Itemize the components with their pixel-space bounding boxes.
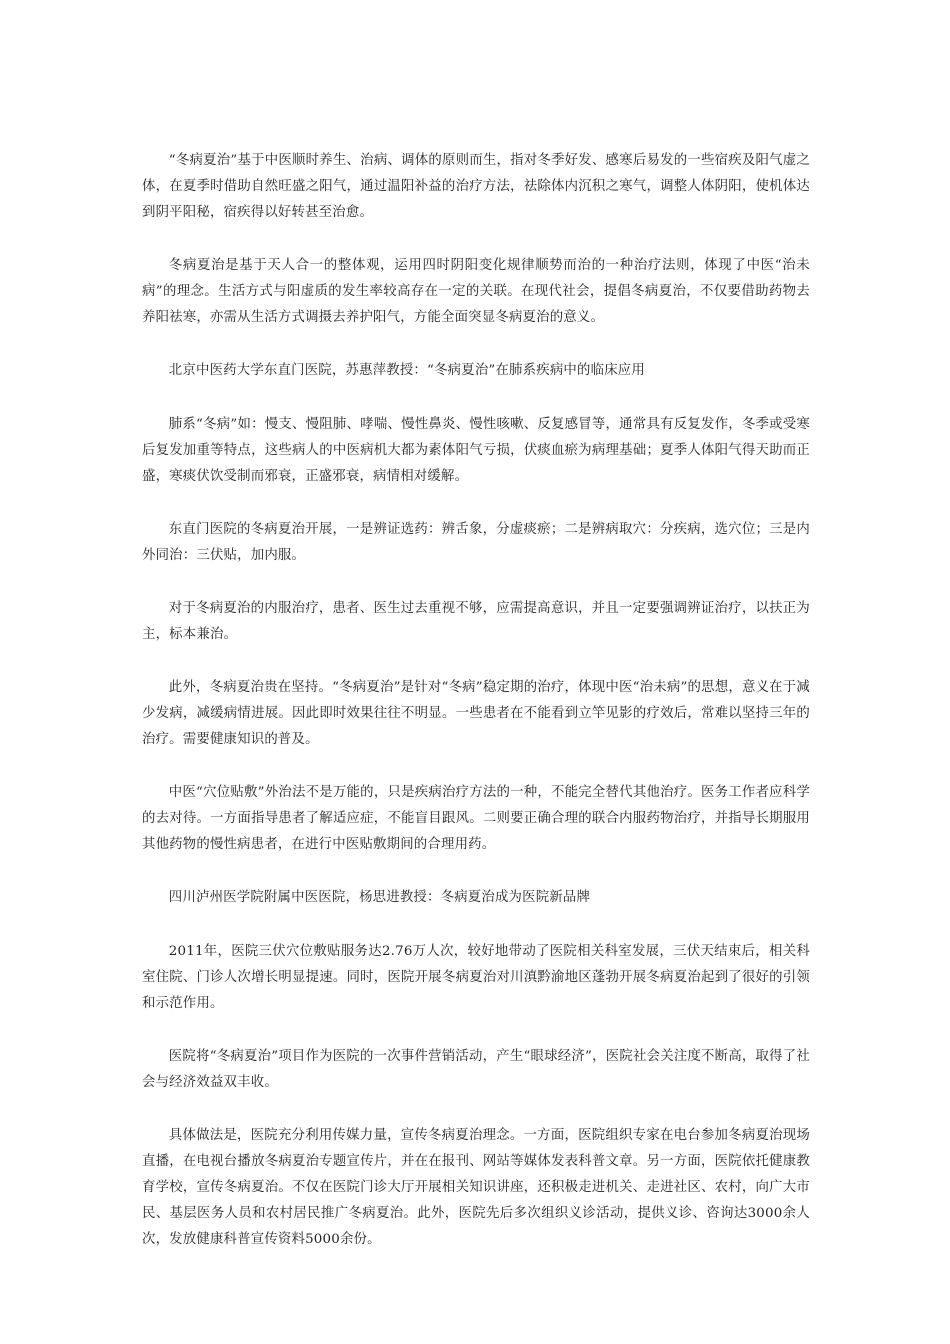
paragraph-event-marketing: 医院将“冬病夏治”项目作为医院的一次事件营销活动，产生“眼球经济”，医院社会关注度不断高，取得了社会与经济效益双丰收。 xyxy=(142,1049,810,1090)
paragraph-intro: “冬病夏治”基于中医顺时养生、治病、调体的原则而生，指对冬季好发、感寒后易发的一些宿疾及阳气虚之体，在夏季时借助自然旺盛之阳气，通过温阳补益的治疗方法，祛除体内沉积之寒气，调整人体阴阳，使机体达到阴平阳秘，宿疾得以好转甚至治愈。 xyxy=(142,153,810,220)
paragraph-2011-results: 2011年，医院三伏穴位敷贴服务达2.76万人次，较好地带动了医院相关科室发展，三伏天结束后，相关科室住院、门诊人次增长明显提速。同时，医院开展冬病夏治对川滇黔渝地区蓬勃开展冬病夏治起到了很好的引领和示范作用。 xyxy=(142,944,810,1011)
section-heading-beijing: 北京中医药大学东直门医院，苏惠萍教授：“冬病夏治”在肺系疾病中的临床应用 xyxy=(168,363,645,378)
paragraph-dongzhimen-approach: 东直门医院的冬病夏治开展，一是辨证选药：辨舌象，分虚痰瘀；二是辨病取穴：分疾病，选穴位；三是内外同治：三伏贴，加内服。 xyxy=(142,522,810,563)
paragraph-specific-methods: 具体做法是，医院充分利用传媒力量，宣传冬病夏治理念。一方面，医院组织专家在电台参加冬病夏治现场直播，在电视台播放冬病夏治专题宣传片，并在在报刊、网站等媒体发表科普文章。另一方面，医院依托健康教育学校，宣传冬病夏治。不仅在医院门诊大厅开展相关知识讲座，还积极走进机关、走进社区、农村，向广大市民、基层医务人员和农村居民推广冬病夏治。此外，医院先后多次组织义诊活动，提供义诊、咨询达3000余人次，发放健康科普宣传资料5000余份。 xyxy=(142,1128,810,1247)
paragraph-persistence: 此外，冬病夏治贵在坚持。“冬病夏治”是针对“冬病”稳定期的治疗，体现中医“治未病”的思想，意义在于减少发病，减缓病情进展。因此即时效果往往不明显。一些患者在不能看到立竿见影的疗效后，常难以坚持三年的治疗。需要健康知识的普及。 xyxy=(142,680,810,747)
paragraph-concept: 冬病夏治是基于天人合一的整体观，运用四时阴阳变化规律顺势而治的一种治疗法则，体现了中医“治未病”的理念。生活方式与阳虚质的发生率较高存在一定的关联。在现代社会，提倡冬病夏治，不仅要借助药物去养阳祛寒，亦需从生活方式调摄去养护阳气，方能全面突显冬病夏治的意义。 xyxy=(142,258,810,325)
document-body xyxy=(142,148,810,1280)
paragraph-lung-diseases: 肺系“冬病”如：慢支、慢阻肺、哮喘、慢性鼻炎、慢性咳嗽、反复感冒等，通常具有反复发作，冬季或受寒后复发加重等特点，这些病人的中医病机大都为素体阳气亏损，伏痰血瘀为病理基础；夏季人体阳气得天助而正盛，寒痰伏饮受制而邪衰，正盛邪衰，病情相对缓解。 xyxy=(142,417,810,484)
paragraph-acupoint-application: 中医“穴位贴敷”外治法不是万能的，只是疾病治疗方法的一种，不能完全替代其他治疗。医务工作者应科学的去对待。一方面指导患者了解适应症，不能盲目跟风。二则要正确合理的联合内服药物治疗，并指导长期服用其他药物的慢性病患者，在进行中医贴敷期间的合理用药。 xyxy=(142,785,810,852)
paragraph-internal-treatment: 对于冬病夏治的内服治疗，患者、医生过去重视不够，应需提高意识，并且一定要强调辨证治疗，以扶正为主，标本兼治。 xyxy=(142,601,810,642)
section-heading-sichuan: 四川泸州医学院附属中医医院，杨思进教授：冬病夏治成为医院新品牌 xyxy=(168,890,591,905)
